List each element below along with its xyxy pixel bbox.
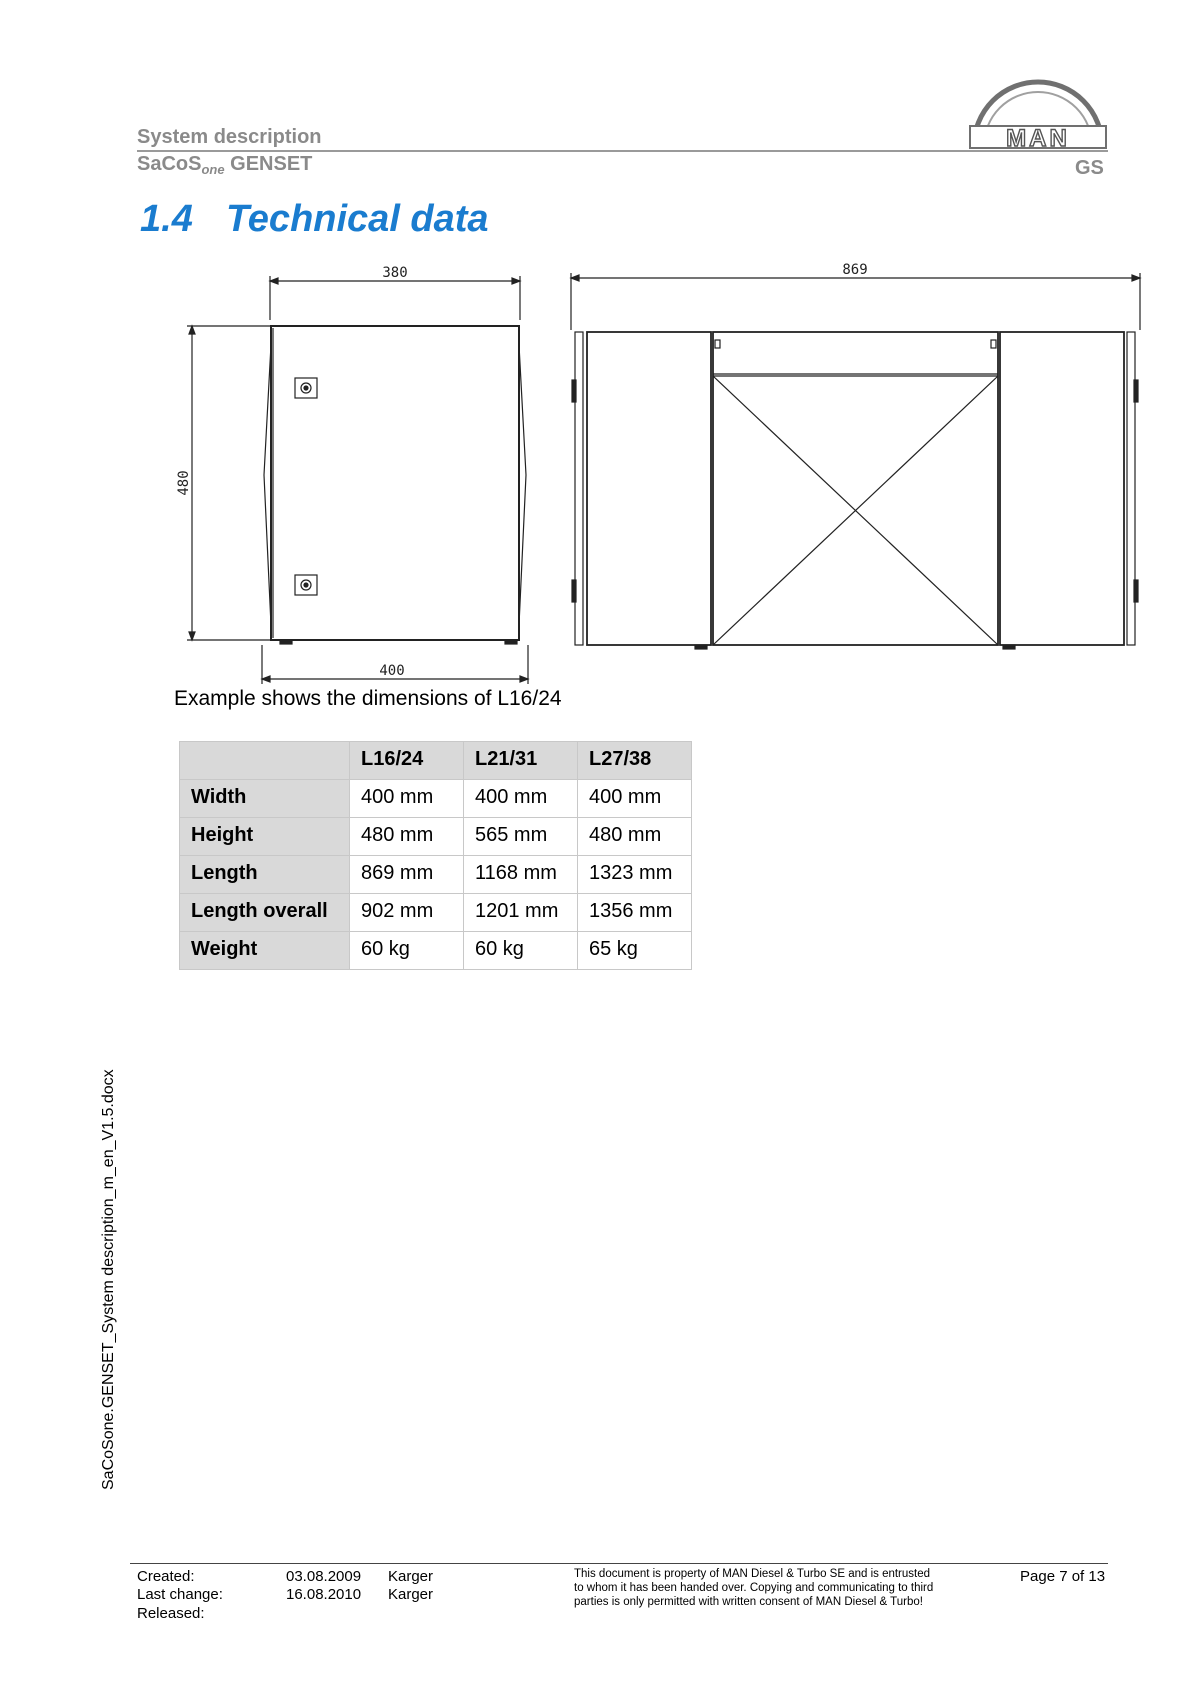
footer-released-label: Released: (137, 1605, 205, 1622)
column-header: L21/31 (464, 742, 578, 780)
row-header: Length overall (180, 894, 350, 932)
footer-last-change-by: Karger (388, 1586, 434, 1603)
subtitle-main: SaCoS (137, 153, 202, 175)
footer-divider (130, 1563, 1108, 1564)
header-divider (137, 150, 1108, 152)
footer-created-date: 03.08.2009 (286, 1568, 362, 1585)
table-cell: 1323 mm (578, 856, 692, 894)
footer-notice-line: This document is property of MAN Diesel & Turbo SE and is entrusted (574, 1568, 931, 1580)
row-header: Length (180, 856, 350, 894)
column-header: L16/24 (350, 742, 464, 780)
table-cell: 1356 mm (578, 894, 692, 932)
sidebar-filename: SaCoSone.GENSET_System description_m_en_V1.5.docx (100, 1069, 117, 1490)
footer-notice-line: parties is only permitted with written consent of MAN Diesel & Turbo! (574, 1596, 923, 1608)
table-corner-cell (180, 742, 350, 780)
footer-last-change-label: Last change: (137, 1586, 223, 1603)
table-row (180, 856, 692, 894)
dim-height: 480 (176, 470, 192, 496)
dim-length: 869 (842, 262, 868, 278)
drawing-caption: Example shows the dimensions of L16/24 (174, 687, 562, 710)
column-header: L27/38 (578, 742, 692, 780)
table-cell: 480 mm (578, 818, 692, 856)
table-cell: 400 mm (350, 780, 464, 818)
table-header-row (180, 742, 692, 780)
man-logo (968, 66, 1108, 152)
subtitle-sub: one (201, 162, 225, 177)
table-cell: 565 mm (464, 818, 578, 856)
dimension-drawing (170, 258, 1150, 688)
table-cell: 60 kg (350, 932, 464, 970)
footer-created-by: Karger (388, 1568, 434, 1585)
logo-text: MAN (1006, 125, 1070, 152)
dim-width-bottom: 400 (379, 663, 405, 679)
table-cell: 400 mm (464, 780, 578, 818)
footer-created-label: Created: (137, 1568, 195, 1585)
footer-last-change-date: 16.08.2010 (286, 1586, 362, 1603)
table-cell: 1201 mm (464, 894, 578, 932)
table-row (180, 780, 692, 818)
row-header: Height (180, 818, 350, 856)
row-header: Width (180, 780, 350, 818)
table-cell: 1168 mm (464, 856, 578, 894)
section-heading (140, 198, 489, 241)
table-cell: 65 kg (578, 932, 692, 970)
row-header: Weight (180, 932, 350, 970)
footer-page-number: Page 7 of 13 (1020, 1568, 1106, 1585)
table-cell: 480 mm (350, 818, 464, 856)
table-cell: 60 kg (464, 932, 578, 970)
section-title: Technical data (226, 198, 489, 240)
dim-width-top: 380 (382, 265, 408, 281)
header-code: GS (1075, 157, 1104, 179)
table-cell: 869 mm (350, 856, 464, 894)
table-cell: 902 mm (350, 894, 464, 932)
header-title: System description (137, 126, 322, 148)
table-row (180, 932, 692, 970)
footer-notice (574, 1567, 933, 1609)
section-number: 1.4 (140, 198, 193, 240)
table-row (180, 894, 692, 932)
subtitle-rest: GENSET (224, 153, 313, 175)
table-cell: 400 mm (578, 780, 692, 818)
footer-notice-line: to whom it has been handed over. Copying and communicating to third (574, 1582, 934, 1594)
technical-data-table (179, 741, 692, 970)
header-subtitle (137, 153, 312, 177)
table-row (180, 818, 692, 856)
